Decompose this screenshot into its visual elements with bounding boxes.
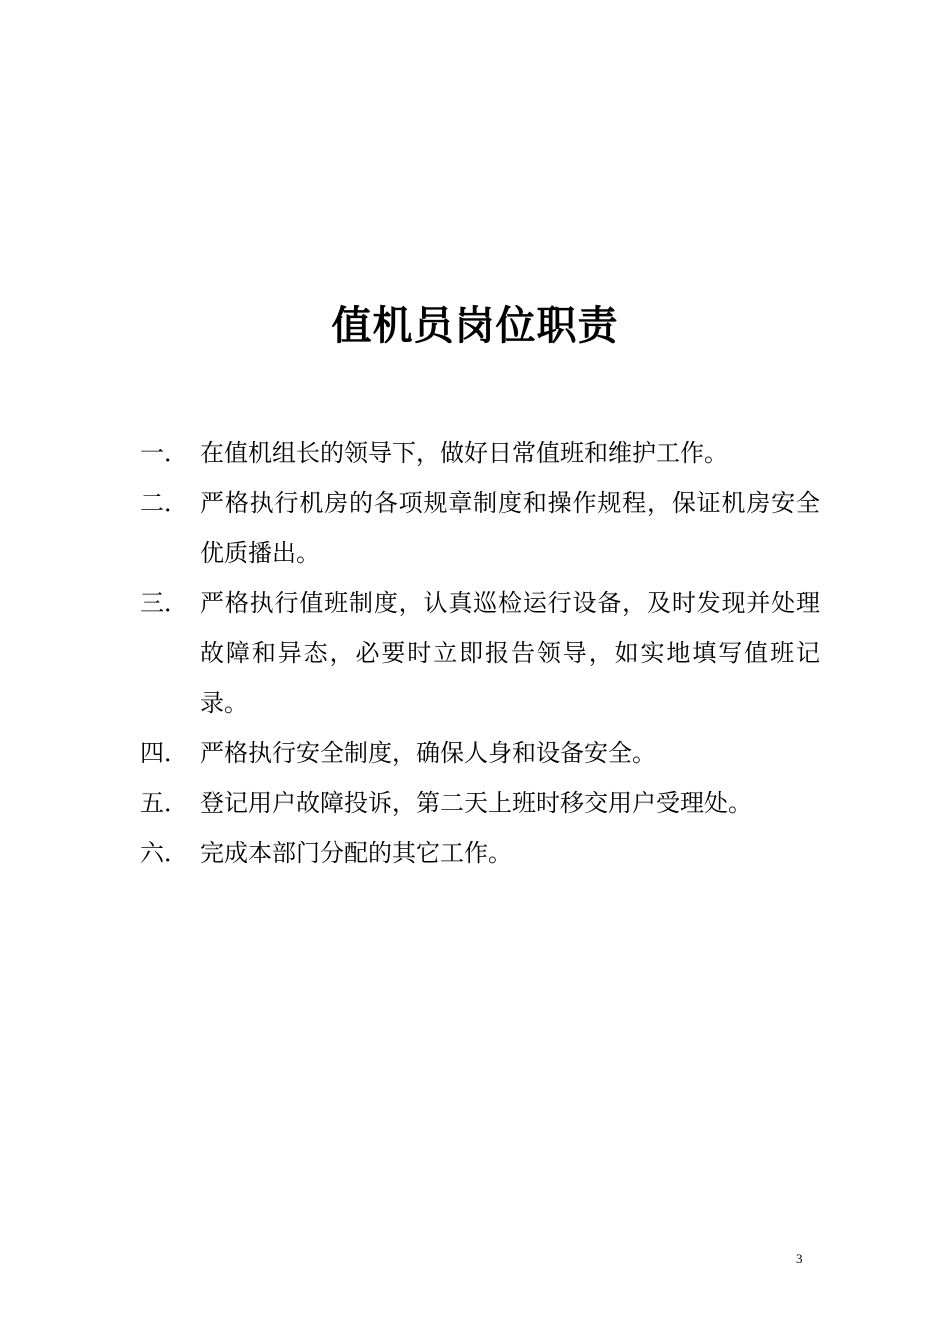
item-number: 二．	[140, 489, 188, 517]
item-number: 一．	[140, 439, 188, 467]
item-text: 在值机组长的领导下，做好日常值班和维护工作。	[200, 439, 728, 467]
list-item	[140, 778, 820, 828]
item-text: 完成本部门分配的其它工作。	[200, 839, 512, 867]
list-item	[140, 828, 820, 878]
list-item	[140, 478, 820, 578]
page-number: 3	[796, 1251, 803, 1266]
item-text: 严格执行安全制度，确保人身和设备安全。	[200, 739, 656, 767]
item-number: 六．	[140, 839, 188, 867]
page-title: 值机员岗位职责	[331, 303, 619, 349]
duty-list	[140, 428, 820, 878]
list-item	[140, 428, 820, 478]
item-number: 五．	[140, 789, 188, 817]
item-text: 登记用户故障投诉，第二天上班时移交用户受理处。	[200, 789, 752, 817]
item-text: 严格执行值班制度，认真巡检运行设备，及时发现并处理故障和异态，必要时立即报告领导，如实地填写值班记录。	[200, 589, 820, 717]
item-number: 三．	[140, 589, 188, 617]
list-item	[140, 578, 820, 728]
list-item	[140, 728, 820, 778]
item-text: 严格执行机房的各项规章制度和操作规程，保证机房安全优质播出。	[200, 489, 820, 567]
item-number: 四．	[140, 739, 188, 767]
